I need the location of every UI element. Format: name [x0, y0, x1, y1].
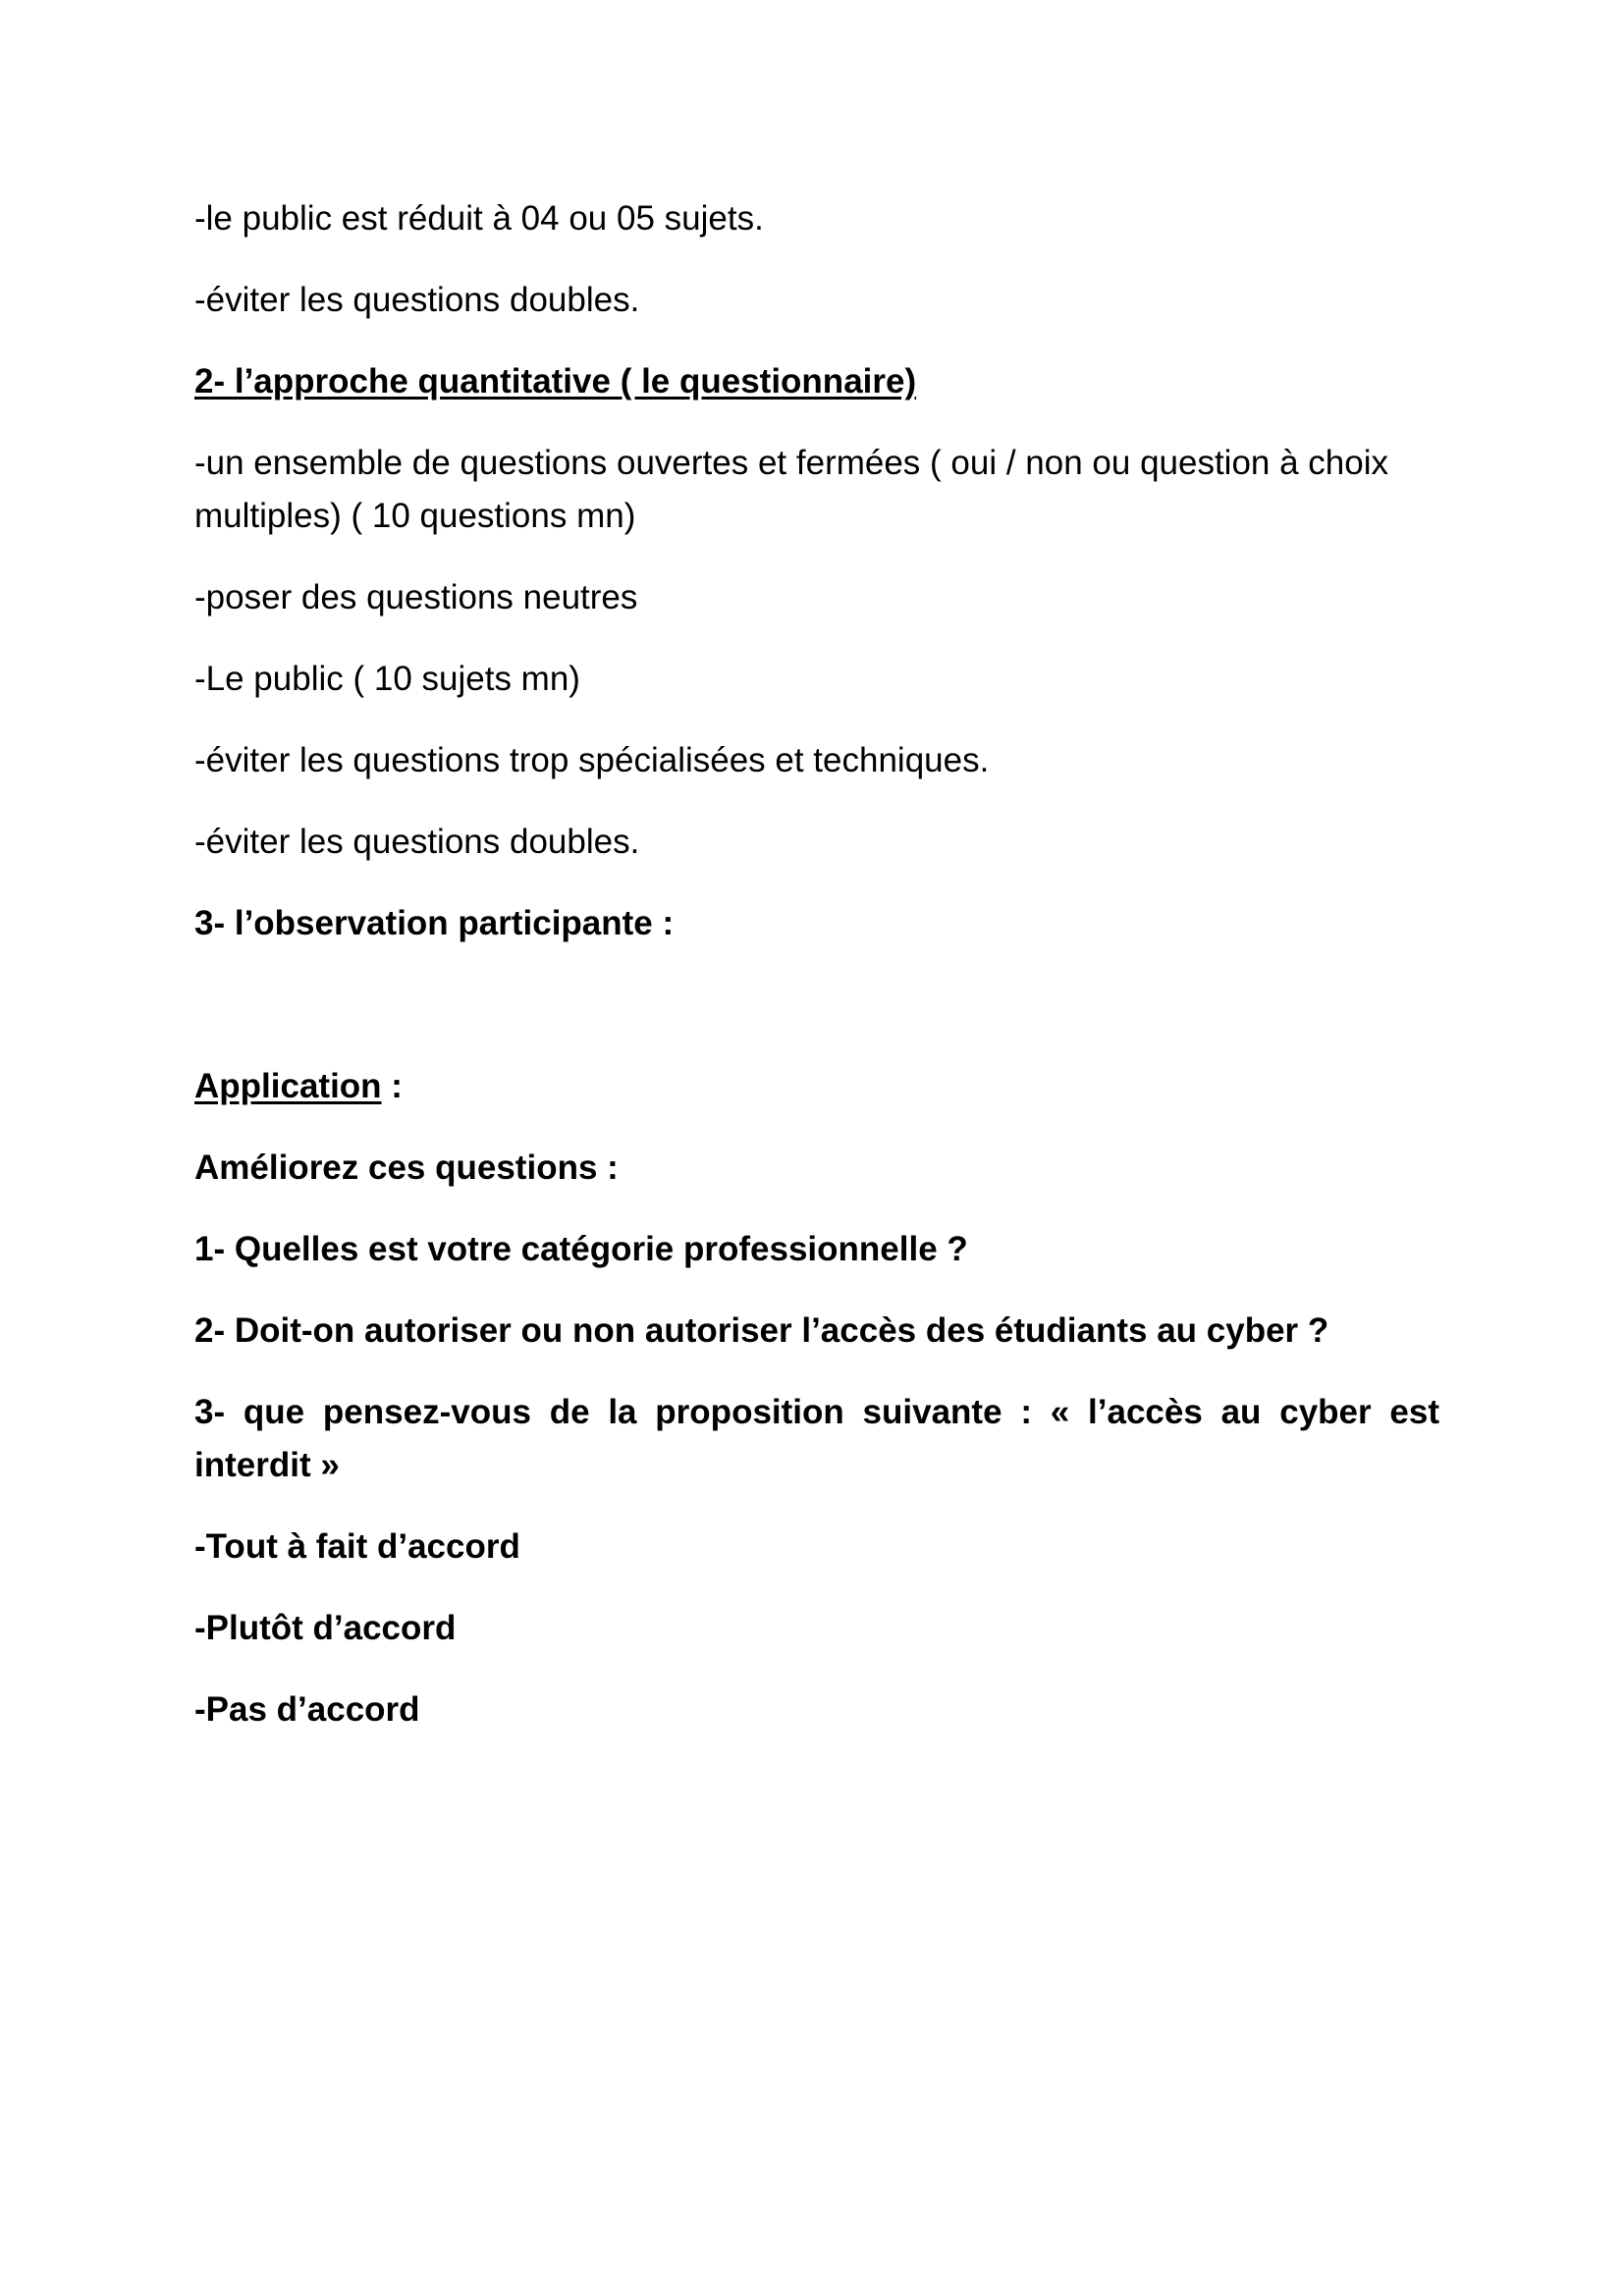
document-page	[194, 192, 1439, 1765]
list-item: -un ensemble de questions ouvertes et fermées ( oui / non ou question à choix multiples) ( 10 questions mn)	[194, 444, 1389, 535]
question-3: 3- que pensez-vous de la proposition suivante : « l’accès au cyber est interdit »	[194, 1393, 1439, 1484]
text-line: -éviter les questions doubles.	[194, 281, 640, 319]
list-item: -éviter les questions doubles.	[194, 823, 640, 861]
question-2: 2- Doit-on autoriser ou non autoriser l’accès des étudiants au cyber ?	[194, 1311, 1329, 1350]
application-intro: Améliorez ces questions :	[194, 1148, 619, 1187]
list-item: -éviter les questions trop spécialisées et techniques.	[194, 741, 990, 779]
answer-option: -Plutôt d’accord	[194, 1609, 457, 1647]
answer-option: -Tout à fait d’accord	[194, 1527, 520, 1566]
list-item: -Le public ( 10 sujets mn)	[194, 660, 580, 698]
spacer	[194, 979, 1439, 1060]
question-1: 1- Quelles est votre catégorie professionnelle ?	[194, 1230, 968, 1268]
text-line: -le public est réduit à 04 ou 05 sujets.	[194, 199, 764, 238]
section-heading: 2- l’approche quantitative ( le questionnaire)	[194, 362, 917, 400]
section-heading: 3- l’observation participante :	[194, 904, 675, 942]
application-heading	[194, 1060, 1439, 1113]
answer-option: -Pas d’accord	[194, 1690, 420, 1729]
application-label-suffix: :	[381, 1067, 403, 1105]
application-label: Application	[194, 1067, 382, 1105]
list-item: -poser des questions neutres	[194, 578, 638, 616]
